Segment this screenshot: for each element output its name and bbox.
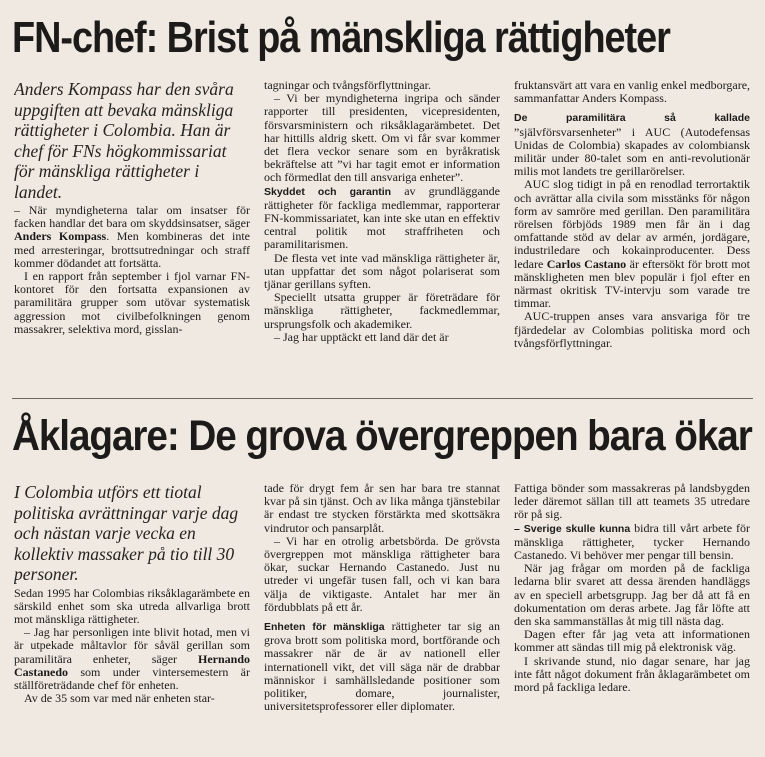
paragraph: Speciellt utsatta grupper är företrädare för mänskliga rättigheter, fackmedlemmar, ursprungsfolk och akademiker. bbox=[264, 290, 500, 331]
paragraph: Dagen efter får jag veta att informationen kommer att sändas till mig på elektronisk väg. bbox=[514, 627, 750, 655]
text: . Men kombineras det inte med arresteringar, brottsutredningar och straff kommer dödandet att fortsätta. bbox=[14, 229, 250, 270]
article-1-column-1 bbox=[14, 79, 250, 397]
article-2-column-2 bbox=[264, 482, 500, 754]
text: ”självförsvarsenheter” i AUC (Autodefensas Unidas de Colombia) skapades av colombiansk militär under 80-talet som en anti-revolutionär milis mot landets tre gerillarörelser. bbox=[514, 124, 750, 179]
person-name: Anders Kompass bbox=[14, 229, 107, 244]
paragraph: AUC-truppen anses vara ansvariga för tre fjärdedelar av Colombias politiska mord och tvångsförflyttningar. bbox=[514, 309, 750, 350]
text: bidra till vårt arbete för mänskliga rättigheter, tycker Hernando Castanedo. Vi behöver mer pengar till bensin. bbox=[514, 520, 750, 563]
paragraph: I skrivande stund, nio dagar senare, har jag inte fått något dokument från åklagarämbetet om mord på fackliga ledare. bbox=[514, 653, 750, 695]
paragraph: – Vi har en otrolig arbetsbörda. De grövsta övergreppen mot mänskliga rättigheter bara ökar, suckar Hernando Castanedo. Just nu utreder vi ungefär tusen fall, och vi kan bara välja de viktigaste. Antalet har mer än fördubblats på ett år. bbox=[264, 533, 500, 614]
article-2-column-1 bbox=[14, 482, 250, 754]
article-aklagare bbox=[0, 398, 765, 757]
subheading: Skyddet och garantin bbox=[264, 185, 392, 198]
paragraph: Fattiga bönder som massakreras på landsbygden leder däremot sällan till att teamets 35 utredare rör på sig. bbox=[514, 482, 750, 522]
person-name: Hernando Castanedo bbox=[14, 651, 250, 679]
text: AUC slog tidigt in på en renodlad terrortaktik och avrättar alla civila som misstänks för någon form av samröre med gerillan. Den paramilitära rörelsen förbjöds 1989 men får än i dag omfattande stöd av delar av armén, jordägare, industriledare och kokainproducenter. Dess ledare bbox=[514, 177, 750, 271]
text: som under vintersemestern är ställföreträdande chef för enheten. bbox=[14, 664, 250, 692]
paragraph bbox=[264, 620, 500, 713]
article-1-columns bbox=[14, 79, 752, 397]
subheading: Enheten för mänskliga bbox=[264, 621, 385, 634]
paragraph bbox=[14, 626, 250, 692]
paragraph bbox=[514, 522, 750, 563]
paragraph: De flesta vet inte vad mänskliga rättigheter är, utan uppfattar det som något polariserat som tjänar gerillans syften. bbox=[264, 250, 500, 292]
paragraph: tagningar och tvångsförflyttningar. bbox=[264, 79, 431, 92]
text: av grundläggande rättigheter för fackliga medlemmar, rapporterar FN-kommissariatet, kan inte ske utan en effektiv central politik mot straffriheten och paramilitarismen. bbox=[264, 183, 500, 252]
lead-paragraph-1: Anders Kompass har den svåra uppgiften att bevaka mänskliga rättigheter i Colombia. Han är chef för FNs högkommissariat för mänskliga rättigheter i landet. bbox=[14, 79, 234, 202]
paragraph: – Vi ber myndigheterna ingripa och sänder rapporter till presidenten, vicepresidenten, försvarsministern och riksåklagarämbetet. Det har hittills aldrig skett. Om vi får svar kommer det flera veckor senare som en byråkratisk bekräftelse att ”vi har tagit emot er information och förmedlat den till ansvariga enheter”. bbox=[264, 91, 500, 185]
text: – Jag har personligen inte blivit hotad, men vi är utpekade måltavlor för såväl gerillan som paramilitära enheter, säger bbox=[14, 625, 250, 666]
headline-1: FN-chef: Brist på mänskliga rättigheter bbox=[12, 13, 670, 62]
article-1-column-2 bbox=[264, 79, 500, 397]
paragraph: – Jag har upptäckt ett land där det är bbox=[274, 329, 449, 344]
subheading: – Sverige skulle kunna bbox=[514, 522, 631, 535]
paragraph bbox=[514, 178, 750, 310]
paragraph: När jag frågar om morden på de fackliga ledarna blir svaret att dessa ärenden handläggs av en speciell arbetsgrupp. Jag ber då att få en dokumentation om deras arbete. Jag får löfte att den ska sammanställas åt mig till nästa dag. bbox=[514, 561, 750, 629]
subheading: De paramilitära så kallade bbox=[514, 112, 750, 125]
text: rättigheter tar sig an grova brott som politiska mord, bortförande och massakrer när de är av nationell eller internationell vikt, det vill säga när de drabbar människor i samhällsledande positioner som politiker, domare, journalister, universitetsprofessorer eller diplomater. bbox=[264, 619, 500, 714]
paragraph: I en rapport från september i fjol varnar FN-kontoret för den fortsatta expansionen av paramilitära grupper som utövar systematisk aggression mot civilbefolkningen genom massakrer, selektiva mord, gisslan- bbox=[14, 269, 250, 336]
paragraph bbox=[14, 204, 250, 270]
paragraph: Sedan 1995 har Colombias riksåklagarämbete en särskild enhet som ska utreda allvarliga brott mot mänskliga rättigheter. bbox=[14, 585, 250, 626]
article-2-columns bbox=[14, 482, 752, 754]
paragraph bbox=[264, 185, 500, 252]
paragraph: tade för drygt fem år sen har bara tre stannat kvar på sin tjänst. Och av lika många tjänstebilar är endast tre stycken förstärkta med skottsäkra vindrutor och pansarplåt. bbox=[264, 482, 500, 535]
person-name: Carlos Castano bbox=[546, 256, 627, 271]
paragraph bbox=[514, 111, 750, 178]
text: – När myndigheterna talar om insatser för facken handlar det bara om skyddsinsatser, säger bbox=[14, 203, 250, 231]
paragraph: Av de 35 som var med när enheten star- bbox=[24, 691, 215, 706]
lead-paragraph-2: I Colombia utförs ett tiotal politiska avrättningar varje dag och nästan varje vecka en kollektiv massaker på tio till 30 personer. bbox=[14, 482, 239, 584]
article-2-column-3 bbox=[514, 482, 750, 754]
paragraph: fruktansvärt att vara en vanlig enkel medborgare, sammanfattar Anders Kompass. bbox=[514, 79, 750, 106]
article-1-column-3 bbox=[514, 79, 750, 397]
text: är eftersökt för brott mot mänskligheten men blev populär i fjol efter en närmast okritisk TV-intervju som varade tre timmar. bbox=[514, 256, 750, 311]
headline-2: Åklagare: De grova övergreppen bara ökar bbox=[12, 412, 752, 460]
